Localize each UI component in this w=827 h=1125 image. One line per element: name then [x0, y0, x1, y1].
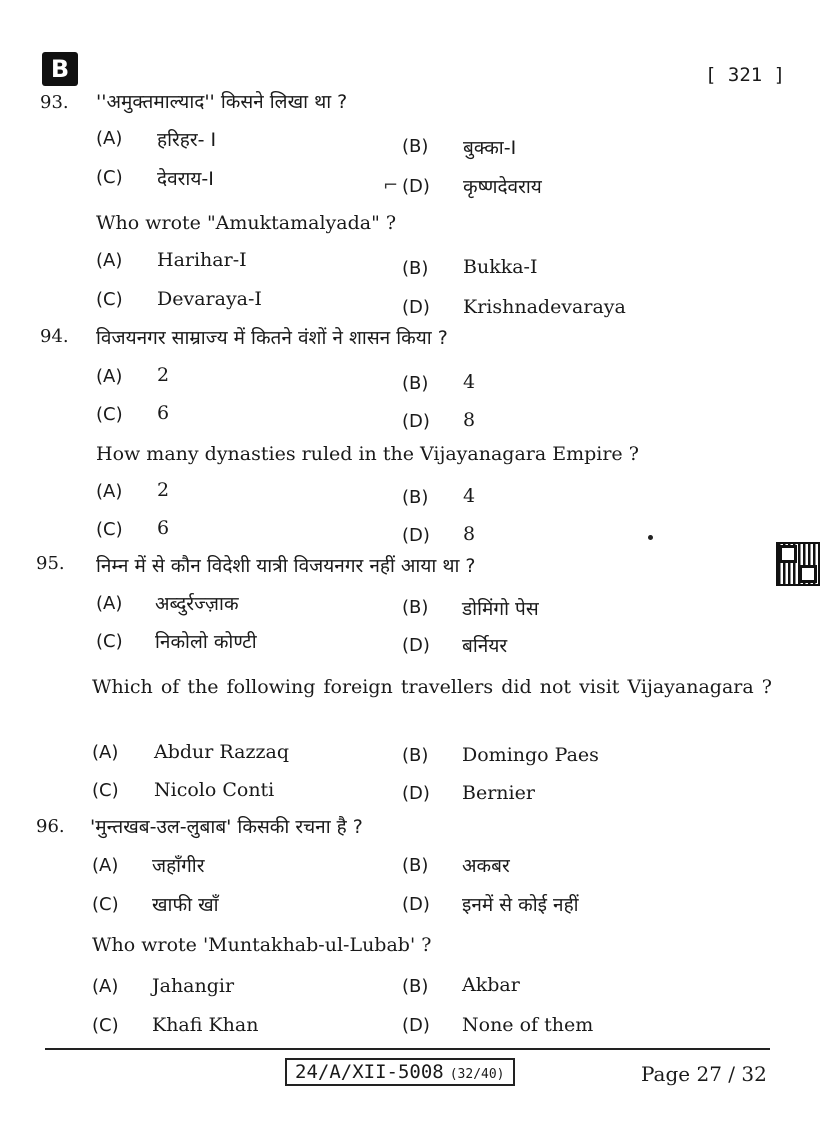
option-label: (D): [402, 411, 430, 432]
option-label: (C): [96, 289, 123, 310]
question-text-english: How many dynasties ruled in the Vijayanagara Empire ?: [96, 443, 639, 465]
option-text: Krishnadevaraya: [463, 296, 626, 318]
option-label: (D): [402, 783, 430, 804]
option-text: 8: [463, 409, 476, 431]
question-text-hindi: 'मुन्तखब-उल-लुबाब' किसकी रचना है ?: [90, 816, 363, 838]
option-label: (C): [96, 404, 123, 425]
paper-code: [ 321 ]: [705, 64, 786, 86]
option-text: Nicolo Conti: [154, 779, 275, 801]
option-label: (C): [92, 894, 119, 915]
option-label: (C): [96, 631, 123, 652]
option-text: 4: [463, 485, 476, 507]
option-text: Khafi Khan: [152, 1014, 259, 1036]
option-label: (B): [402, 976, 429, 997]
option-label: (D): [402, 1015, 430, 1036]
option-label: (B): [402, 597, 429, 618]
option-text: जहाँगीर: [152, 855, 205, 877]
option-label: (C): [92, 780, 119, 801]
option-text: 6: [157, 402, 170, 424]
section-badge: B: [42, 52, 78, 86]
option-label: (C): [96, 519, 123, 540]
qr-code: [776, 542, 820, 586]
question-text-hindi: ''अमुक्तमाल्याद'' किसने लिखा था ?: [96, 91, 348, 113]
question-text-hindi: विजयनगर साम्राज्य में कितने वंशों ने शासन किया ?: [96, 327, 448, 349]
option-label: (A): [92, 855, 119, 876]
question-text-english: Who wrote "Amuktamalyada" ?: [96, 212, 397, 234]
option-label: (D): [402, 176, 430, 197]
option-label: (B): [402, 373, 429, 394]
option-label: (A): [96, 366, 123, 387]
option-label: (A): [96, 593, 123, 614]
question-number: 94.: [40, 326, 69, 347]
option-label: (B): [402, 855, 429, 876]
question-number: 93.: [40, 92, 69, 113]
option-label: (C): [92, 1015, 119, 1036]
option-label: (A): [96, 250, 123, 271]
paper-series-code: [285, 1058, 515, 1086]
question-number: 96.: [36, 816, 65, 837]
option-label: (C): [96, 167, 123, 188]
option-text: Devaraya-I: [157, 288, 262, 310]
option-text: 8: [463, 523, 476, 545]
option-text: अब्दुर्रज्ज़ाक: [155, 593, 239, 615]
option-text: खाफी खाँ: [152, 894, 219, 916]
option-text: None of them: [462, 1014, 594, 1036]
option-text: अकबर: [462, 855, 510, 877]
option-label: (B): [402, 136, 429, 157]
option-text: Bernier: [462, 782, 535, 804]
option-text: हरिहर- I: [157, 129, 217, 151]
option-text: Abdur Razzaq: [154, 741, 289, 763]
option-text: 2: [157, 364, 170, 386]
option-label: (A): [96, 481, 123, 502]
footer-rule: [45, 1048, 770, 1050]
option-label: (A): [92, 742, 119, 763]
question-number: 95.: [36, 553, 65, 574]
stray-dot: [648, 535, 653, 540]
option-label: (B): [402, 258, 429, 279]
option-text: 6: [157, 517, 170, 539]
option-text: Bukka-I: [463, 256, 538, 278]
option-text: Jahangir: [152, 975, 235, 997]
pen-tick-mark: ⌐: [383, 175, 399, 196]
option-text: इनमें से कोई नहीं: [462, 894, 579, 916]
option-text: Akbar: [462, 974, 520, 996]
page-number: Page 27 / 32: [641, 1062, 767, 1086]
option-text: निकोलो कोण्टी: [155, 631, 257, 653]
option-text: कृष्णदेवराय: [463, 176, 542, 198]
option-label: (D): [402, 635, 430, 656]
option-text: Harihar-I: [157, 249, 247, 271]
option-text: बुक्का-I: [463, 137, 517, 159]
option-label: (D): [402, 297, 430, 318]
question-text-english: Who wrote 'Muntakhab-ul-Lubab' ?: [92, 934, 432, 956]
question-text-hindi: निम्न में से कौन विदेशी यात्री विजयनगर नहीं आया था ?: [96, 555, 476, 577]
option-label: (B): [402, 745, 429, 766]
option-label: (A): [96, 128, 123, 149]
option-text: 2: [157, 479, 170, 501]
option-label: (D): [402, 894, 430, 915]
option-text: बर्नियर: [462, 635, 508, 657]
paper-series-code-small: (32/40): [449, 1067, 505, 1082]
option-text: डोमिंगो पेस: [462, 598, 539, 620]
option-text: Domingo Paes: [462, 744, 599, 766]
question-text-english: Which of the following foreign travellers did not visit Vijayanagara ?: [92, 676, 772, 698]
option-label: (A): [92, 976, 119, 997]
paper-series-code-main: 24/A/XII-5008: [295, 1061, 444, 1083]
option-label: (B): [402, 487, 429, 508]
option-text: देवराय-I: [157, 168, 214, 190]
option-label: (D): [402, 525, 430, 546]
option-text: 4: [463, 371, 476, 393]
